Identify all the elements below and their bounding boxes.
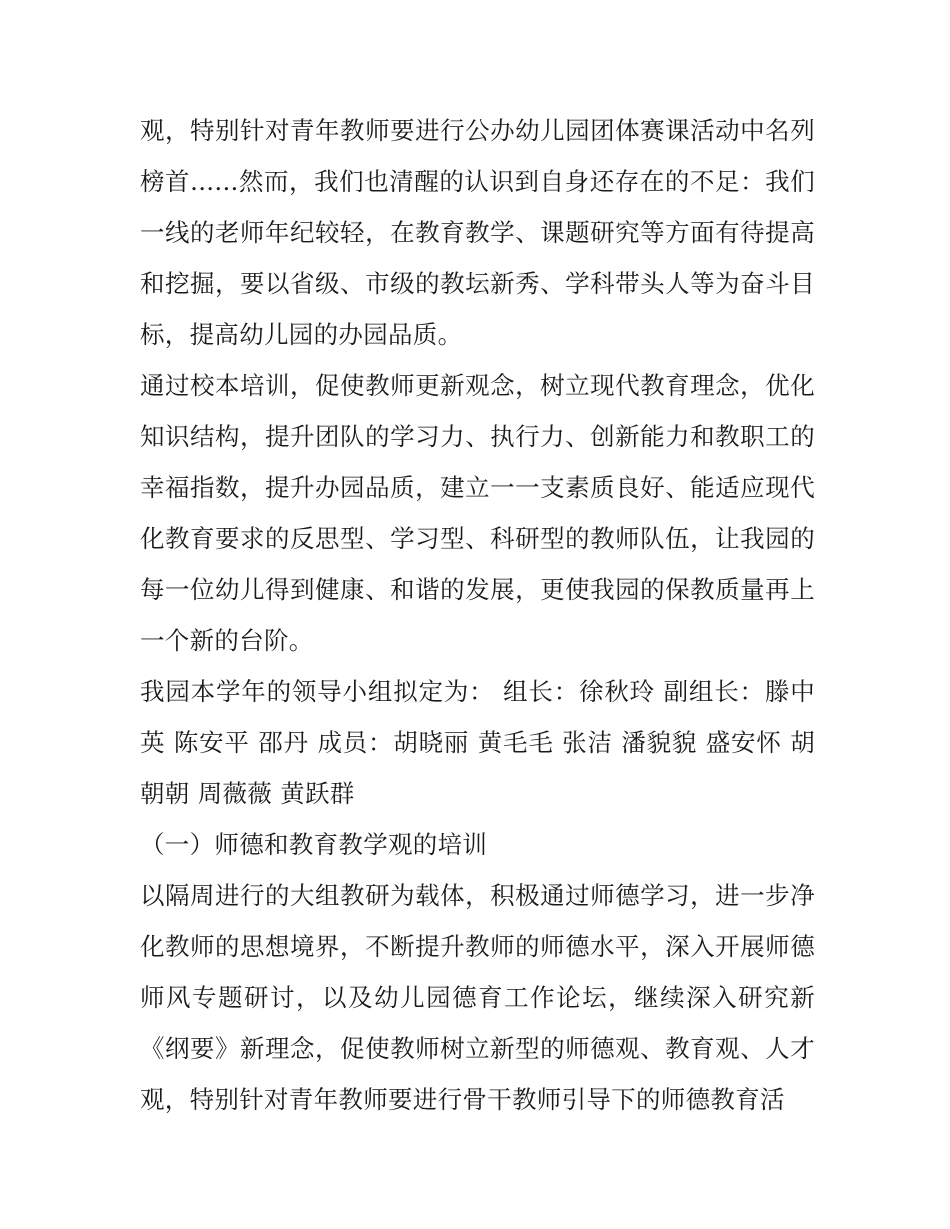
section-heading-ethics-training: （一）师德和教育教学观的培训 [140,830,488,859]
paragraph-ethics-training: 以隔周进行的大组教研为载体，积极通过师德学习，进一步净化教师的思想境界，不断提升教师的师德水平，深入开展师德师风专题研讨，以及幼儿园德育工作论坛，继续深入研究新《纲要》新理念，促使教师树立新型的师德观、教育观、人才观，特别针对青年教师要进行骨干教师引导下的师德教育活 [140,881,815,1114]
document-page [140,105,815,1125]
paragraph-leadership-group: 我园本学年的领导小组拟定为： 组长：徐秋玲 副组长：滕中英 陈安平 邵丹 成员：胡晓丽 黄毛毛 张洁 潘貌貌 盛安怀 胡朝朝 周薇薇 黄跃群 [140,677,815,808]
paragraph-achievements: 观，特别针对青年教师要进行公办幼儿园团体赛课活动中名列榜首......然而，我们也清醒的认识到自身还存在的不足：我们一线的老师年纪较轻，在教育教学、课题研究等方面有待提高和挖掘，要以省级、市级的教坛新秀、学科带头人等为奋斗目标，提高幼儿园的办园品质。 [140,116,815,349]
paragraph-training-goals: 通过校本培训，促使教师更新观念，树立现代教育理念，优化知识结构，提升团队的学习力、执行力、创新能力和教职工的幸福指数，提升办园品质，建立一一支素质良好、能适应现代化教育要求的反思型、学习型、科研型的教师队伍，让我园的每一位幼儿得到健康、和谐的发展，更使我园的保教质量再上一个新的台阶。 [140,371,815,655]
